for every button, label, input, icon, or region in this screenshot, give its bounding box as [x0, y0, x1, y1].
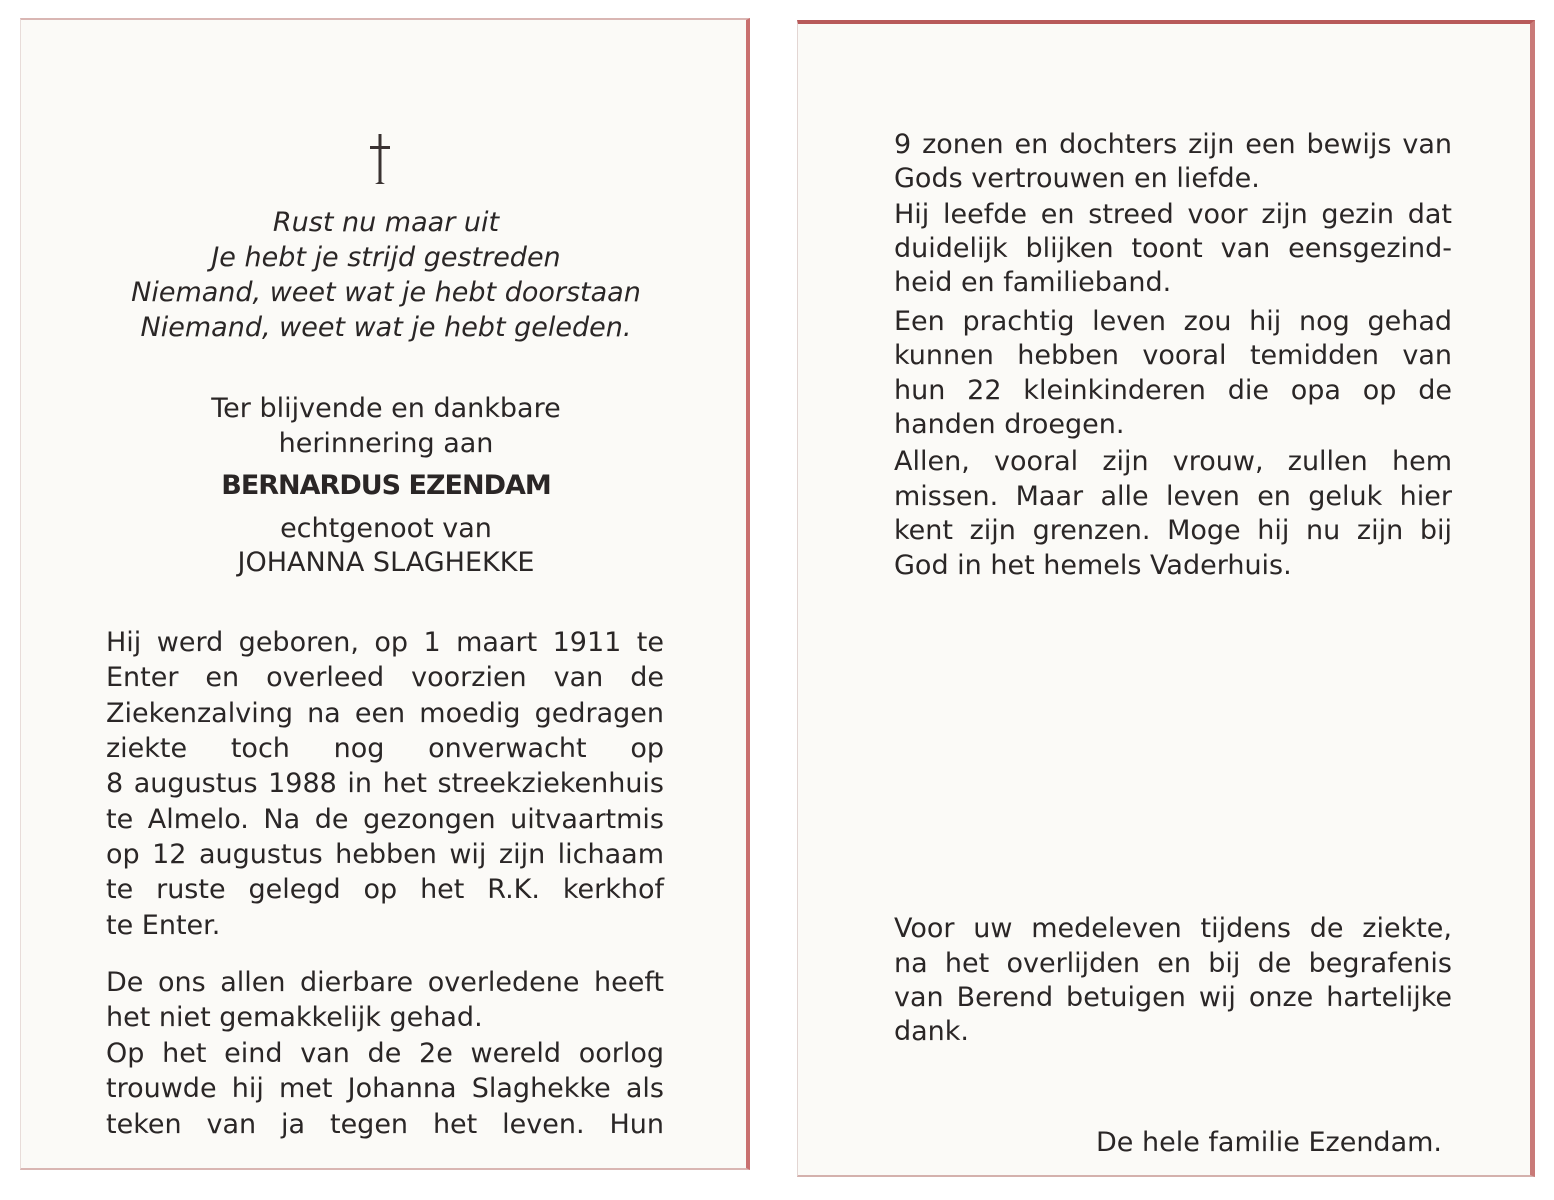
- text-line: te Enter.: [106, 910, 221, 941]
- text-line: te ruste gelegd op het R.K. kerkhof: [106, 874, 664, 905]
- poem-line: Rust nu maar uit: [272, 207, 500, 238]
- text-line: kunnen hebben vooral temidden van: [894, 340, 1452, 371]
- text-line: missen. Maar alle leven en geluk hier: [894, 481, 1452, 512]
- text-line: dank.: [894, 1016, 970, 1047]
- text-line: duidelijk blijken toont van eensgezind-: [894, 233, 1452, 264]
- text-line: Hij leefde en streed voor zijn gezin dat: [894, 199, 1452, 230]
- text-line: ziekte toch nog onverwacht op: [106, 733, 664, 764]
- text-line: Op het eind van de 2e wereld oorlog: [106, 1038, 664, 1069]
- text-line: Een prachtig leven zou hij nog gehad: [894, 306, 1452, 337]
- text-line: Gods vertrouwen en liefde.: [894, 163, 1260, 194]
- left-card: [20, 18, 750, 1170]
- dedication-line: Ter blijvende en dankbare: [211, 393, 561, 424]
- spouse-name: JOHANNA SLAGHEKKE: [237, 547, 535, 578]
- text-line: 8 augustus 1988 in het streekziekenhuis: [106, 768, 664, 799]
- text-line: De ons allen dierbare overledene heeft: [106, 967, 664, 998]
- text-line: heid en familieband.: [894, 267, 1172, 298]
- text-line: te Almelo. Na de gezongen uitvaartmis: [106, 804, 664, 835]
- text-line: na het overlijden en bij de begrafenis: [894, 948, 1452, 979]
- text-line: Hij werd geboren, op 1 maart 1911 te: [106, 627, 664, 658]
- spouse-label: echtgenoot van: [280, 513, 492, 544]
- right-card: [797, 20, 1535, 1177]
- text-line: teken van ja tegen het leven. Hun: [106, 1109, 664, 1140]
- text-line: 9 zonen en dochters zijn een bewijs van: [894, 129, 1452, 160]
- text-line: hun 22 kleinkinderen die opa op de: [894, 375, 1452, 406]
- text-line: kent zijn grenzen. Moge hij nu zijn bij: [894, 515, 1452, 546]
- poem-line: Niemand, weet wat je hebt geleden.: [140, 312, 632, 343]
- text-line: van Berend betuigen wij onze hartelijke: [894, 982, 1452, 1013]
- text-line: op 12 augustus hebben wij zijn lichaam: [106, 839, 664, 870]
- poem-line: Niemand, weet wat je hebt doorstaan: [131, 277, 641, 308]
- text-line: het niet gemakkelijk gehad.: [106, 1002, 483, 1033]
- dedication-line: herinnering aan: [278, 428, 494, 459]
- text-line: handen droegen.: [894, 409, 1125, 440]
- text-line: God in het hemels Vaderhuis.: [894, 550, 1292, 581]
- signature: De hele familie Ezendam.: [1096, 1127, 1442, 1158]
- text-line: Ziekenzalving na een moedig gedragen: [106, 698, 664, 729]
- text-line: Allen, vooral zijn vrouw, zullen hem: [894, 446, 1452, 477]
- text-line: Voor uw medeleven tijdens de ziekte,: [894, 913, 1452, 944]
- deceased-name: BERNARDUS EZENDAM: [221, 470, 551, 501]
- text-line: trouwde hij met Johanna Slaghekke als: [106, 1073, 664, 1104]
- poem-line: Je hebt je strijd gestreden: [211, 242, 561, 273]
- latin-cross-icon: [360, 132, 400, 188]
- text-line: Enter en overleed voorzien van de: [106, 662, 664, 693]
